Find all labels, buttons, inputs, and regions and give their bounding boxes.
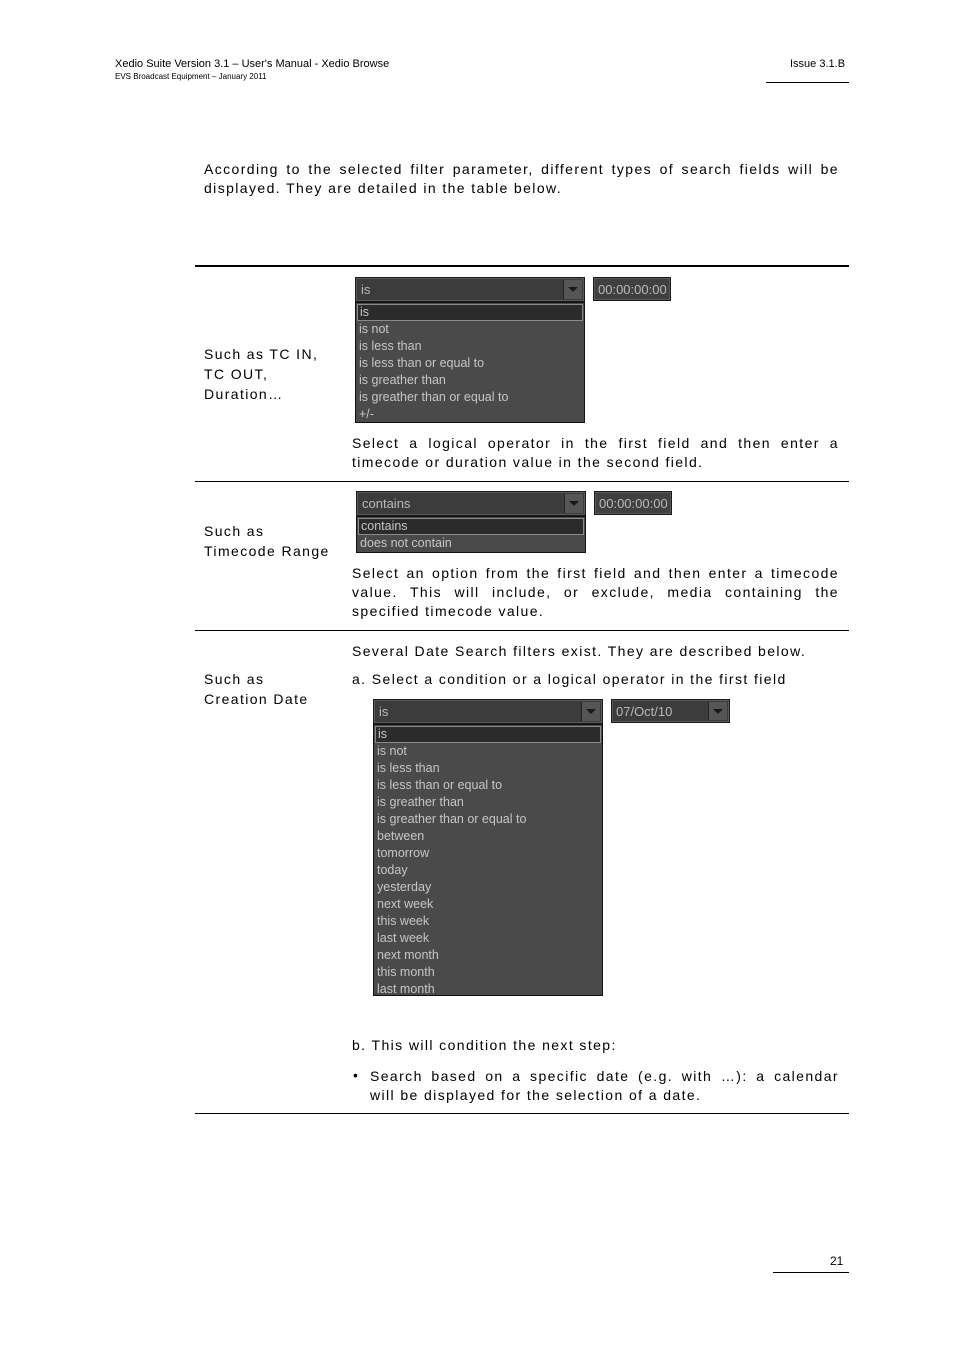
row3-intro: Several Date Search filters exist. They are described below. <box>352 643 807 659</box>
list-item[interactable]: next month <box>377 948 439 962</box>
row1-label-line: Duration… <box>204 386 284 402</box>
row1-desc-line: timecode or duration value in the second field. <box>352 454 704 470</box>
bullet-icon: • <box>353 1067 358 1083</box>
list-item[interactable]: last month <box>377 982 435 996</box>
row3-condition-combo[interactable] <box>373 699 603 724</box>
chevron-down-icon[interactable] <box>564 494 583 513</box>
list-item[interactable]: is greather than <box>377 795 464 809</box>
list-item[interactable]: this week <box>377 914 430 928</box>
list-item[interactable]: yesterday <box>377 880 432 894</box>
row2-label <box>204 521 330 561</box>
row2-desc-line: Select an option from the first field and then enter a timecode <box>352 565 839 581</box>
chevron-down-icon[interactable] <box>563 280 582 299</box>
list-item[interactable]: today <box>377 863 408 877</box>
list-item[interactable]: is <box>375 726 601 743</box>
list-item[interactable]: is less than <box>359 339 422 353</box>
row1-timecode-field[interactable] <box>593 277 671 301</box>
header-rule <box>766 82 849 83</box>
intro-line-1: According to the selected filter parameter, different types of search fields will be <box>204 161 839 177</box>
row1-description <box>352 434 839 472</box>
list-item[interactable]: this month <box>377 965 435 979</box>
list-item[interactable]: is greather than <box>359 373 446 387</box>
list-item[interactable]: is greather than or equal to <box>359 390 509 404</box>
row2-operator-combo[interactable] <box>356 491 586 516</box>
row3-label-line: Such as <box>204 671 265 687</box>
row3-condition-dropdown <box>373 724 603 996</box>
list-item[interactable]: is less than <box>377 761 440 775</box>
list-item[interactable]: contains <box>358 518 584 535</box>
bullet-line: will be displayed for the selection of a date. <box>370 1087 702 1103</box>
list-item[interactable]: is not <box>377 744 407 758</box>
row3-step-b: b. This will condition the next step: <box>352 1037 617 1053</box>
list-item[interactable]: does not contain <box>360 536 452 550</box>
list-item[interactable]: +/- <box>359 407 374 421</box>
row3-label-line: Creation Date <box>204 691 309 707</box>
row2-operator-dropdown <box>356 516 586 553</box>
combo-value: is <box>379 704 389 719</box>
row1-label <box>204 344 318 404</box>
chevron-down-icon[interactable] <box>708 702 727 720</box>
row1-label-line: Such as TC IN, <box>204 346 319 362</box>
list-item[interactable]: is greather than or equal to <box>377 812 527 826</box>
row1-desc-line: Select a logical operator in the first field and then enter a <box>352 435 839 451</box>
list-item[interactable]: next week <box>377 897 434 911</box>
intro-paragraph <box>204 160 839 198</box>
list-item[interactable]: is less than or equal to <box>377 778 503 792</box>
combo-value: contains <box>362 496 411 511</box>
timecode-value: 00:00:00:00 <box>598 281 667 297</box>
header-title: Xedio Suite Version 3.1 – User's Manual - Xedio Browse <box>115 58 390 70</box>
combo-value: is <box>361 282 371 297</box>
row2-label-line: Such as <box>204 523 265 539</box>
table-row-divider-1 <box>195 481 849 482</box>
table-bottom-rule <box>195 1113 849 1114</box>
intro-line-2: displayed. They are detailed in the table below. <box>204 180 563 196</box>
row1-label-line: TC OUT, <box>204 366 269 382</box>
row2-timecode-field[interactable] <box>594 491 672 515</box>
list-item[interactable]: tomorrow <box>377 846 430 860</box>
row2-desc-line: value. This will include, or exclude, media containing the <box>352 584 839 600</box>
chevron-down-icon[interactable] <box>581 702 600 721</box>
row2-description <box>352 564 839 621</box>
timecode-value: 00:00:00:00 <box>599 495 668 511</box>
row3-bullet-text <box>370 1067 839 1105</box>
table-row-divider-2 <box>195 630 849 631</box>
footer-rule <box>773 1272 849 1273</box>
header-issue: Issue 3.1.B <box>790 58 846 70</box>
date-value: 07/Oct/10 <box>616 703 673 719</box>
row1-operator-dropdown <box>355 302 585 423</box>
list-item[interactable]: between <box>377 829 425 843</box>
row3-label <box>204 669 309 709</box>
list-item[interactable]: last week <box>377 931 430 945</box>
header-subtitle: EVS Broadcast Equipment – January 2011 <box>115 72 267 81</box>
bullet-line: Search based on a specific date (e.g. with …): a calendar <box>370 1068 839 1084</box>
row3-date-combo[interactable] <box>611 699 730 723</box>
row2-label-line: Timecode Range <box>204 543 330 559</box>
list-item[interactable]: is less than or equal to <box>359 356 485 370</box>
row1-operator-combo[interactable] <box>355 277 585 302</box>
list-item[interactable]: is <box>357 304 583 321</box>
page-number: 21 <box>830 1254 844 1268</box>
row3-step-a: a. Select a condition or a logical operator in the first field <box>352 671 787 687</box>
table-top-rule <box>195 265 849 267</box>
list-item[interactable]: is not <box>359 322 389 336</box>
row2-desc-line: specified timecode value. <box>352 603 545 619</box>
